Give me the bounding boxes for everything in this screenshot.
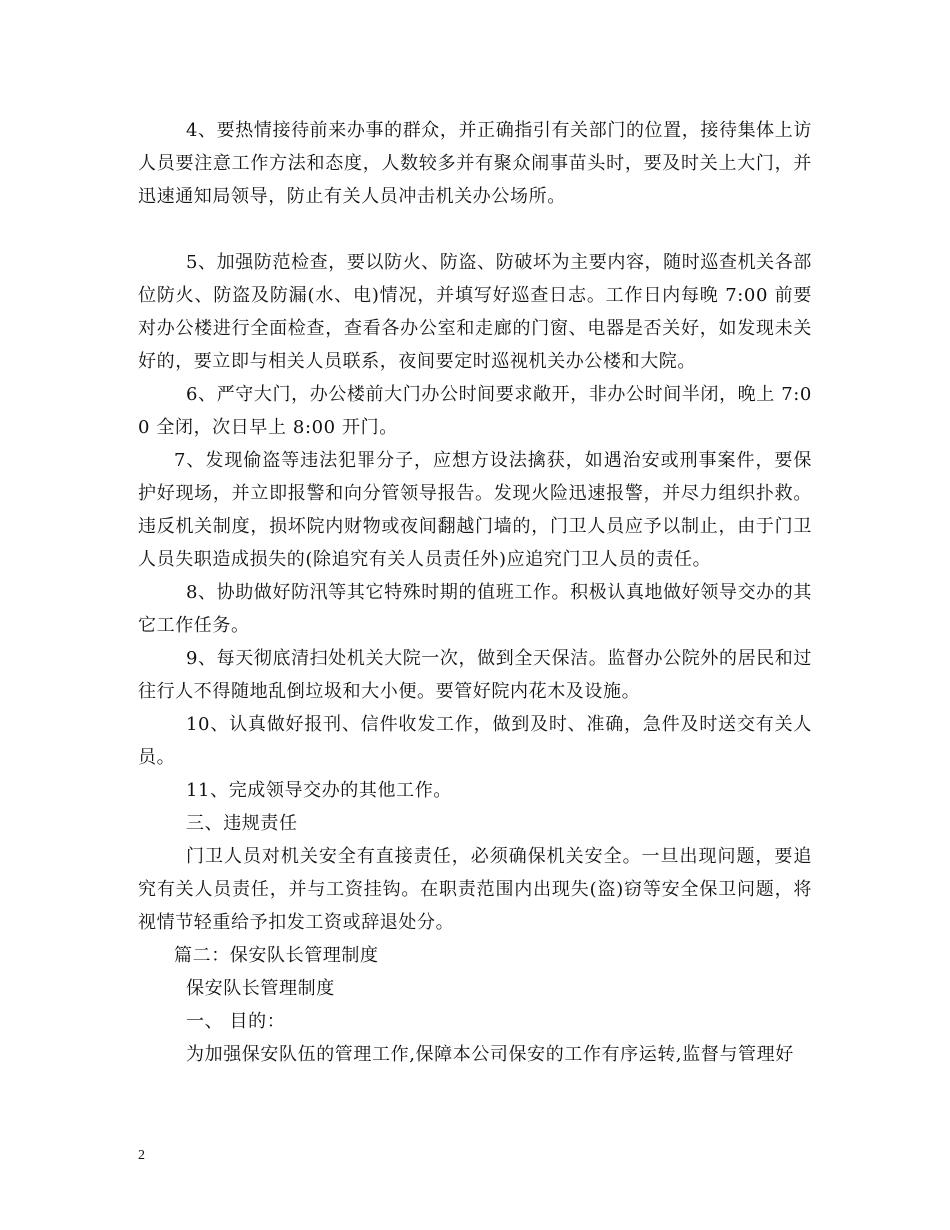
section-heading-violation-liability: 三、违规责任 [186, 813, 298, 834]
paragraph-item-5: 5、加强防范检查，要以防火、防盗、防破坏为主要内容，随时巡查机关各部位防火、防盗及防漏(水、电)情况，并填写好巡查日志。工作日内每晚 7:00 前要对办公楼进行全面检查，查看各办公室和走廊的门窗、电器是否关好，如发现未关好的，要立即与相关人员联系，夜间要定时巡视机关办公楼和大院。 [138, 252, 812, 372]
paragraph-violation-liability: 门卫人员对机关安全有直接责任，必须确保机关安全。一旦出现问题，要追究有关人员责任，并与工资挂钩。在职责范围内出现失(盗)窃等安全保卫问题，将视情节轻重给予扣发工资或辞退处分。 [138, 846, 812, 933]
paragraph-item-10: 10、认真做好报刊、信件收发工作，做到及时、准确，急件及时送交有关人员。 [138, 714, 812, 768]
page-number: 2 [138, 1148, 145, 1163]
section-heading-purpose: 一、 目的： [186, 1011, 286, 1032]
paragraph-item-8: 8、协助做好防汛等其它特殊时期的值班工作。积极认真地做好领导交办的其它工作任务。 [138, 582, 812, 636]
paragraph-item-4: 4、要热情接待前来办事的群众，并正确指引有关部门的位置，接待集体上访人员要注意工作方法和态度，人数较多并有聚众闹事苗头时，要及时关上大门，并迅速通知局领导，防止有关人员冲击机关办公场所。 [138, 120, 812, 207]
paragraph-item-11: 11、完成领导交办的其他工作。 [186, 780, 452, 801]
chapter-heading-part-two: 篇二：保安队长管理制度 [174, 945, 379, 966]
document-title: 保安队长管理制度 [186, 978, 335, 999]
paragraph-purpose-start: 为加强保安队伍的管理工作,保障本公司保安的工作有序运转,监督与管理好 [186, 1044, 794, 1065]
paragraph-item-6: 6、严守大门，办公楼前大门办公时间要求敞开，非办公时间半闭，晚上 7:00 全闭，次日早上 8:00 开门。 [138, 384, 812, 438]
paragraph-item-7: 7、发现偷盗等违法犯罪分子，应想方设法擒获，如遇治安或刑事案件，要保护好现场，并立即报警和向分管领导报告。发现火险迅速报警，并尽力组织扑救。违反机关制度，损坏院内财物或夜间翻越门墙的，门卫人员应予以制止，由于门卫人员失职造成损失的(除追究有关人员责任外)应追究门卫人员的责任。 [138, 450, 812, 570]
paragraph-item-9: 9、每天彻底清扫处机关大院一次，做到全天保洁。监督办公院外的居民和过往行人不得随地乱倒垃圾和大小便。要管好院内花木及设施。 [138, 648, 812, 702]
